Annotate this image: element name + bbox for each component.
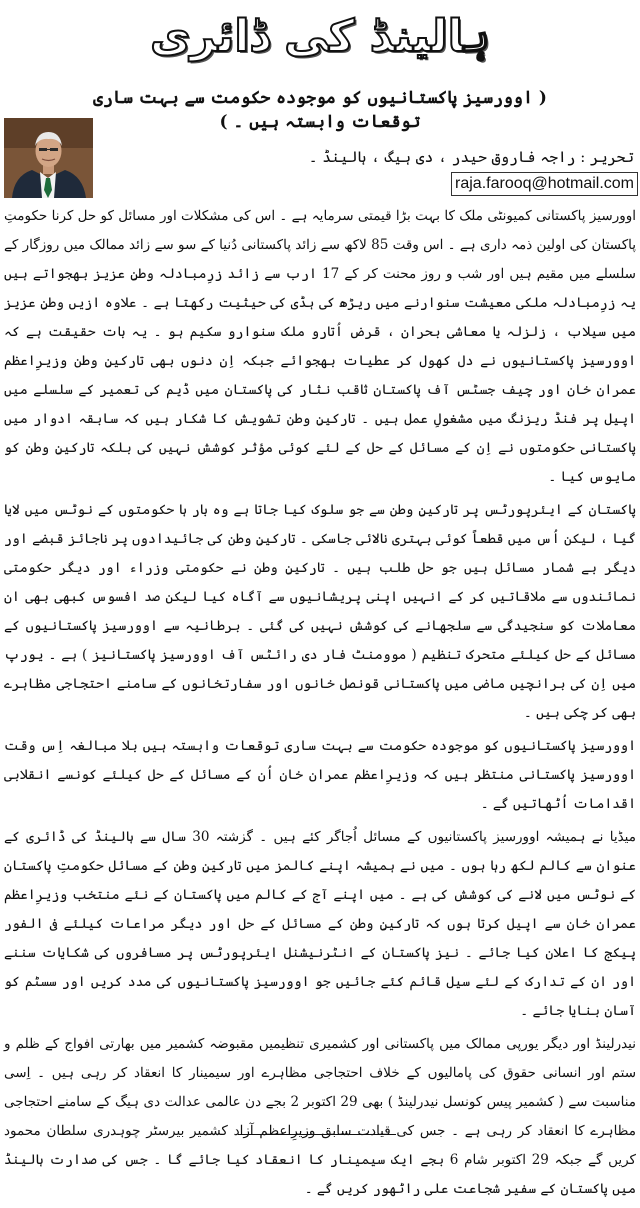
author-email[interactable]: raja.farooq@hotmail.com — [451, 172, 638, 196]
page-title: ہالینڈ کی ڈائری — [150, 11, 490, 62]
author-byline: تحریر : راجہ فاروق حیدر ، دی ہیگ ، ہالینڈ ۔ — [308, 148, 634, 166]
article-paragraph: اوورسیز پاکستانیوں کو موجودہ حکومت سے بہت ساری توقعات وابستہ ہیں بلا مبالغہ اِس وقت اوورسیز پاکستانی منتظر ہیں کہ وزیرِاعظم عمران خان اُن کے مسائل کے حل کیلئے کونسے انقلابی اقدامات اُٹھاتیں گے ۔ — [4, 738, 636, 812]
author-photo — [4, 118, 93, 198]
article-paragraph: نیدرلینڈ اور دیگر یورپی ممالک میں پاکستانی اور کشمیری تنظیمیں مقبوضہ کشمیر میں بھارتی افواج کے ظلم و ستم اور انسانی حقوق کی پامالیوں کے خلاف احتجاجی مظاہرے اور سیمینار کا انعقاد کر رہی ہیں ۔ اِسی مناسبت سے ( کشمیر پیس کونسل نیدرلینڈ ) بھی 29 اکتوبر 2 بجے دن عالمی عدالت دی ہیگ کے سامنے احتجاجی مظاہرے کا انعقاد کر رہی ہے ۔ جس کی قیادت سابق وزیرِاعظم آزاد کشمیر بیرسٹر چوہدری سلطان محمود کریں گے جبکہ 29 اکتوبر شام 6 بجے ایک سیمینار کا انعقاد کیا جائے گا ۔ جس کی صدارت ہالینڈ میں پاکستان کے سفیر شجاعت علی راٹھور کریں گے ۔ — [4, 1036, 637, 1197]
subheadline: ( اوورسیز پاکستانیوں کو موجودہ حکومت سے بہت ساری توقعات وابستہ ہیں ۔ ) — [93, 88, 547, 132]
author-portrait-image — [4, 118, 93, 198]
article-body — [4, 202, 636, 1208]
article-paragraph: اوورسیز پاکستانی کمیونٹی ملک کا بہت بڑا قیمتی سرمایہ ہے ۔ اس کی مشکلات اور مسائل کو حل کرنا حکومتِ پاکستان کی اولین ذمہ داری ہے ۔ اس وقت 85 لاکھ سے زائد پاکستانی دُنیا کے سو سے زائد ممالک میں روزگار کے سلسلے میں مقیم ہیں اور شب و روز محنت کر کے 17 ارب سے زائد زرِمبادلہ وطنِ عزیز بھجواتے ہیں یہ زرِمبادلہ ملکی معیشت سنوارنے میں ریڑھ کی ہڈی کی حیثیت رکھتا ہے ۔ علاوہ ازیں وطنِ عزیز میں سیلاب ، زلزلہ یا معاشی بحران ، قرض اُتارو ملک سنوارو سکیم ہو ۔ یہ بات حقیقت ہے کہ اوورسیز پاکستانیوں نے دل کھول کر عطیات بھجوائے جبکہ اِن دنوں بھی تارکینِ وطن وزیرِاعظم عمران خان اور چیف جسٹس آف پاکستان ثاقب نثار کی پاکستان میں ڈیم کی تعمیر کے سلسلے میں اپیل پر فنڈ ریزنگ میں مشغولِ عمل ہیں ۔ تارکینِ وطن تشویش کا شکار ہیں کہ سابقہ ادوار میں پاکستانی حکومتوں نے اِن کے مسائل کے حل کے لئے کوئی مؤثر کوشش نہیں کی بلکہ تارکینِ وطن کو مایوس کیا ۔ — [4, 208, 636, 485]
end-divider — [238, 1134, 396, 1135]
article-paragraph: میڈیا نے ہمیشہ اوورسیز پاکستانیوں کے مسائل اُجاگر کئے ہیں ۔ گزشتہ 30 سال سے ہالینڈ کی ڈائری کے عنوان سے کالم لکھ رہا ہوں ۔ میں نے ہمیشہ اپنے کالمز میں تارکینِ وطن کے مسائل حکومتِ پاکستان کے نوٹس میں لانے کی کوشش کی ہے ۔ میں اپنے آج کے کالم میں پاکستان کے نئے منتخب وزیرِاعظم عمران خان سے اپیل کرتا ہوں کہ تارکینِ وطن کے مسائل کے حل اور دیگر مراعات کیلئے فی الفور پیکج کا اعلان کیا جائے ۔ نیز پاکستان کے انٹرنیشنل ایئرپورٹس پر مسافروں کی شکایات سننے اور ان کے تدارک کے لئے سیل قائم کئے جائیں جو اوورسیز پاکستانیوں کی مدد کریں اور سسٹم کو آسان بنایا جائے ۔ — [4, 829, 636, 1019]
article-paragraph: پاکستان کے ایئرپورٹس پر تارکینِ وطن سے جو سلوک کیا جاتا ہے وہ بار ہا حکومتوں کے نوٹس میں لایا گیا ، لیکن اُس میں قطعاً کوئی بہتری نالائی جاسکی ۔ تارکینِ وطن کی جائیدادوں پر ناجائز قبضے اور دیگر بے شمار مسائل ہیں جو حل طلب ہیں ۔ تارکینِ وطن نے حکومتی وزراء اور دیگر حکومتی نمائندوں سے ملاقاتیں کر کے انہیں اپنی پریشانیوں سے آگاہ کیا لیکن صد افسوس کبھی بھی ان معاملات کو سنجیدگی سے سلجھانے کی کوشش نہیں کی گئی ۔ برطانیہ سے اوورسیز پاکستانیوں کے مسائل کے حل کیلئے متحرک تنظیم ( موومنٹ فار دی رائٹس آف اوورسیز پاکستانیز ) ہے ۔ یورپ میں اِن کی برانچیں ماضی میں پاکستانی قونصل خانوں اور سفارتخانوں کے سامنے احتجاجی مظاہرے بھی کر چکی ہیں ۔ — [4, 502, 636, 721]
